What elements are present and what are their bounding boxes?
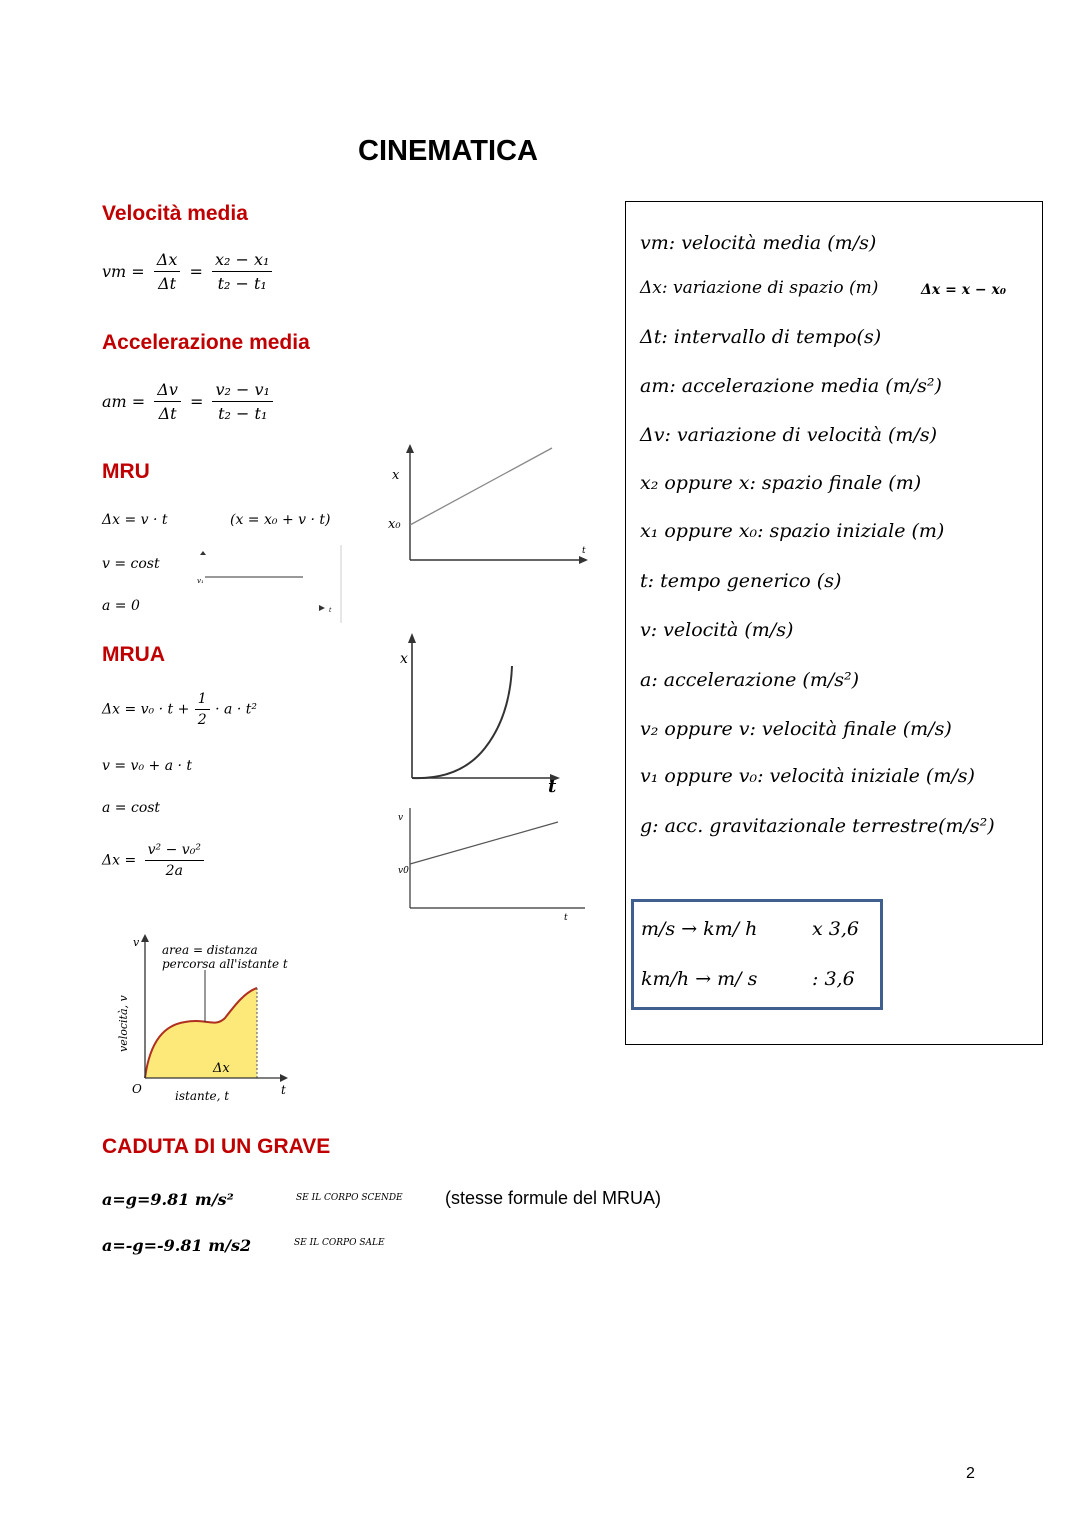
formula-mru-x: (x = x₀ + v · t) — [230, 512, 331, 528]
fraction-denominator: t₂ − t₁ — [218, 404, 268, 423]
formula-mru-v: v = cost — [102, 556, 160, 572]
legend-item: t: tempo generico (s) — [640, 570, 842, 592]
conversion-row2-right: : 3,6 — [812, 968, 855, 990]
legend-item: Δx: variazione di spazio (m) — [640, 278, 879, 298]
formula-mrua-dx — [102, 691, 257, 728]
fall-extra-note: (stesse formule del MRUA) — [445, 1188, 662, 1208]
legend-item: v₂ oppure v: velocità finale (m/s) — [640, 718, 952, 740]
page-title: CINEMATICA — [358, 135, 538, 167]
v0-label: v0 — [398, 866, 409, 876]
legend-item: Δt: intervallo di tempo(s) — [640, 326, 882, 348]
fraction-numerator: v₂ − v₁ — [212, 380, 272, 402]
legend-item: am: accelerazione media (m/s²) — [640, 375, 942, 397]
formula-accelerazione-media: am = $\frac{\Delta v}{\Delta t}$ = $\frac{\text{v₂ − v₁}}{\text{t₂ − t₁}}$ — [102, 380, 277, 423]
area-t-label: t — [281, 1083, 286, 1097]
mru-x0-label: x₀ — [388, 517, 401, 532]
mru-velocity-mini-graph — [195, 545, 345, 625]
legend-item: x₂ oppure x: spazio finale (m) — [640, 472, 922, 494]
mini-t-label: t — [329, 607, 332, 614]
heading-velocita-media: Velocità media — [102, 202, 248, 225]
area-origin-label: O — [132, 1082, 142, 1096]
mrua-position-graph — [390, 630, 570, 795]
legend-item: vm: velocità media (m/s) — [640, 232, 877, 254]
mrua-velocity-graph — [390, 800, 590, 925]
fall-formula-down: a=g=9.81 m/s² — [102, 1190, 234, 1209]
area-velocity-graph — [105, 930, 310, 1105]
legend-box — [625, 201, 1043, 1045]
mini-v1-label: v₁ — [197, 577, 204, 585]
heading-caduta: CADUTA DI UN GRAVE — [102, 1135, 331, 1158]
conversion-box — [631, 899, 883, 1010]
mru-t-axis-label: t — [582, 546, 586, 556]
page-number: 2 — [966, 1465, 975, 1482]
fall-note-down: SE IL CORPO SCENDE — [296, 1193, 403, 1203]
formula-mrua-a: a = cost — [102, 800, 161, 816]
area-annotation-line2: percorsa all'istante t — [162, 957, 288, 971]
conversion-row1-left: m/s → km/ h — [641, 918, 758, 940]
conversion-row1-right: x 3,6 — [812, 918, 859, 940]
formula-mru-dx: Δx = v · t — [102, 512, 168, 528]
mrua-t-axis-label: t — [548, 776, 557, 795]
area-dx-label: Δx — [213, 1061, 230, 1076]
fraction-denominator: t₂ − t₁ — [217, 274, 267, 293]
mru-x-axis-label: x — [392, 468, 400, 483]
formula-part: Δx = v₀ · t + — [102, 701, 190, 718]
formula-mrua-v: v = v₀ + a · t — [102, 758, 193, 774]
legend-item: g: acc. gravitazionale terrestre(m/s²) — [640, 815, 995, 837]
fall-note-up: SE IL CORPO SALE — [294, 1238, 385, 1248]
heading-mrua: MRUA — [102, 643, 165, 666]
formula-part: Δx = — [102, 852, 137, 869]
fraction-denominator: 2 — [197, 712, 207, 728]
fall-formula-up: a=-g=-9.81 m/s2 — [102, 1236, 252, 1255]
legend-item: x₁ oppure x₀: spazio iniziale (m) — [640, 520, 945, 542]
area-annotation-line1: area = distanza — [162, 943, 258, 957]
heading-accelerazione-media: Accelerazione media — [102, 331, 310, 354]
fraction-numerator: Δv — [154, 380, 181, 402]
v-axis-label: v — [398, 813, 404, 823]
formula-velocita-media: vm = $\frac{\Delta x}{\Delta t}$ = $\frac{\text{x₂ − x₁}}{\text{t₂ − t₁}}$ — [102, 250, 276, 293]
mrua-x-axis-label: x — [400, 651, 408, 667]
formula-lhs: vm = — [102, 262, 145, 281]
fraction-numerator: v² − v₀² — [145, 842, 204, 861]
legend-item: v₁ oppure v₀: velocità iniziale (m/s) — [640, 765, 975, 787]
fraction-numerator: x₂ − x₁ — [212, 250, 272, 272]
mru-position-graph — [380, 440, 595, 570]
fraction-numerator: 1 — [195, 691, 210, 710]
fraction-numerator: Δx — [154, 250, 181, 272]
formula-mru-a: a = 0 — [102, 598, 140, 614]
formula-lhs: am = — [102, 392, 146, 411]
fraction-denominator: Δt — [158, 404, 177, 423]
formula-mrua-dx2 — [102, 842, 208, 879]
area-x-axis-label: istante, t — [175, 1089, 230, 1103]
t-axis-label: t — [564, 913, 568, 923]
formula-part: · a · t² — [215, 701, 257, 718]
legend-item: v: velocità (m/s) — [640, 619, 794, 641]
conversion-row2-left: km/h → m/ s — [641, 968, 758, 990]
legend-item: Δv: variazione di velocità (m/s) — [640, 424, 937, 446]
legend-item: a: accelerazione (m/s²) — [640, 669, 860, 691]
area-y-axis-label: velocità, v — [117, 995, 130, 1052]
area-v-label: v — [133, 936, 140, 949]
fraction-denominator: Δt — [158, 274, 177, 293]
heading-mru: MRU — [102, 460, 150, 483]
legend-dx-definition: Δx = x − x₀ — [921, 282, 1006, 298]
fraction-denominator: 2a — [165, 863, 183, 879]
